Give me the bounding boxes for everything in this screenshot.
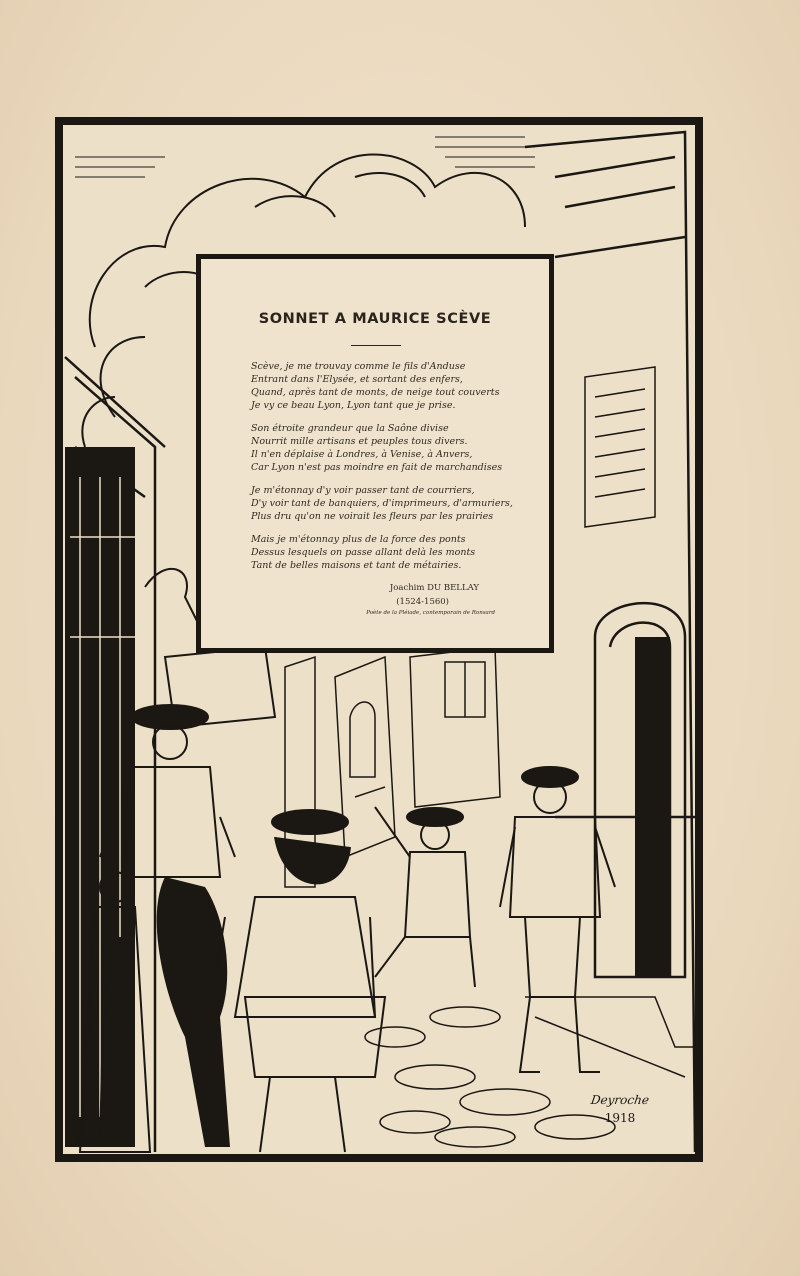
verse-line: Je vy ce beau Lyon, Lyon tant que je prise.: [251, 400, 456, 411]
verse-line: Je m'étonnay d'y voir passer tant de courriers,: [251, 485, 475, 496]
author-dates: (1524-1560): [396, 597, 449, 607]
verse-line: Tant de belles maisons et tant de métairies.: [251, 560, 462, 571]
verse-line: Scève, je me trouvay comme le fils d'Anduse: [251, 361, 466, 372]
signature-name: Deyroche: [590, 1093, 650, 1107]
verse-line: Plus dru qu'on ne voirait les fleurs par les prairies: [251, 511, 494, 522]
poem-author: Joachim DU BELLAY: [389, 583, 479, 593]
stanza-4: [251, 533, 529, 572]
verse-line: Mais je m'étonnay plus de la force des ponts: [251, 534, 466, 545]
verse-line: Entrant dans l'Elysée, et sortant des enfers,: [251, 374, 463, 385]
stanza-3: [251, 484, 529, 523]
verse-line: Car Lyon n'est pas moindre en fait de marchandises: [251, 462, 503, 473]
signature-year: 1918: [604, 1111, 636, 1125]
verse-line: Il n'en déplaise à Londres, à Venise, à Anvers,: [251, 449, 473, 460]
verse-line: D'y voir tant de banquiers, d'imprimeurs, d'armuriers,: [251, 498, 513, 509]
author-caption: Poète de la Pléiade, contemporain de Ronsard: [366, 610, 495, 616]
poem-panel: [196, 254, 554, 653]
verse-line: Son étroite grandeur que la Saône divise: [251, 423, 449, 434]
poem-title: SONNET A MAURICE SCÈVE: [258, 311, 492, 327]
stanza-2: [251, 422, 529, 474]
stanza-1: [251, 360, 529, 412]
verse-line: Dessus lesquels on passe allant delà les monts: [251, 547, 476, 558]
title-divider: [351, 345, 401, 346]
artist-signature: [565, 1093, 675, 1153]
verse-line: Nourrit mille artisans et peuples tous divers.: [251, 436, 468, 447]
verse-line: Quand, après tant de monts, de neige tout couverts: [251, 387, 500, 398]
